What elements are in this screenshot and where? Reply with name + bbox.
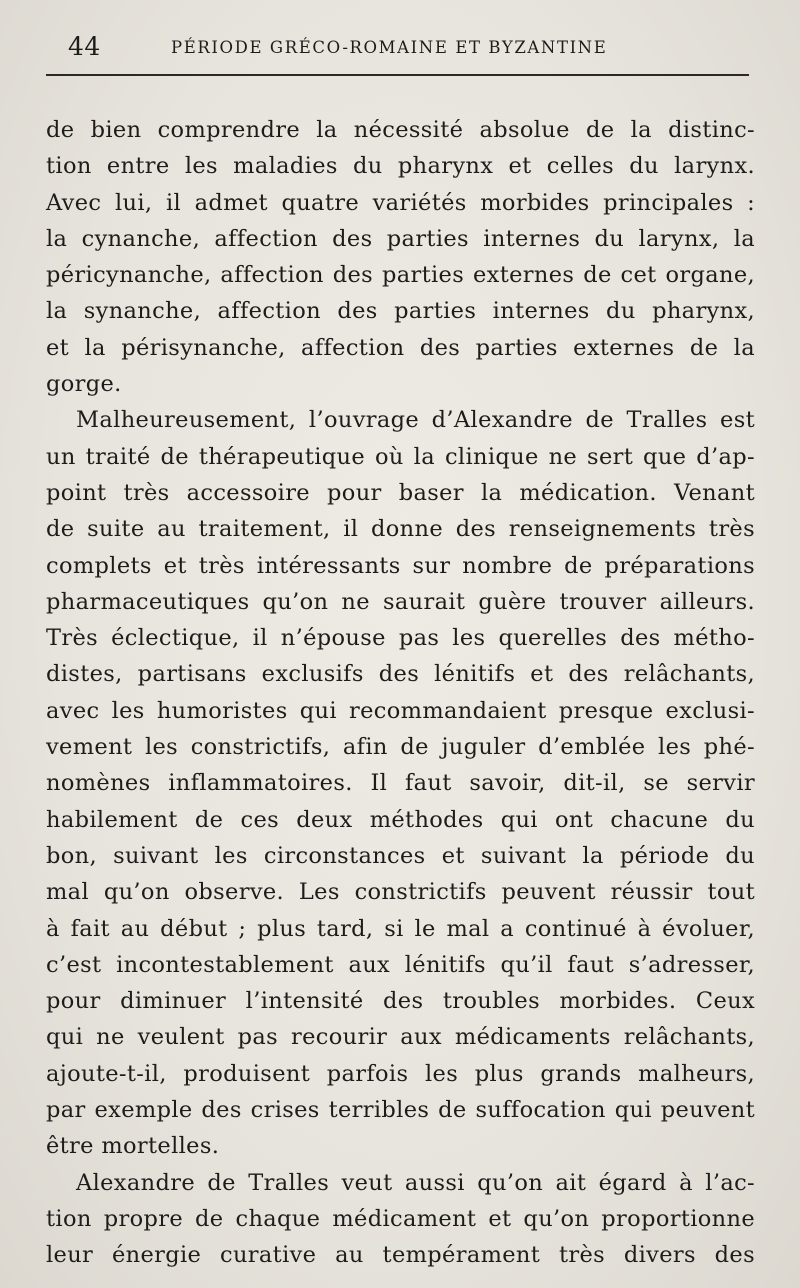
text-line: la synanche, affection des parties internes du pharynx, (46, 298, 755, 325)
text-line: distes, partisans exclusifs des lénitifs et des relâchants, (46, 661, 755, 688)
text-line: mal qu’on observe. Les constrictifs peuvent réussir tout (46, 879, 755, 906)
text-line: nomènes inflammatoires. Il faut savoir, dit-il, se servir (46, 770, 755, 797)
running-title: PÉRIODE GRÉCO-ROMAINE ET BYZANTINE (171, 38, 608, 57)
text-line: leur énergie curative au tempérament très divers des (46, 1242, 755, 1269)
text-line: complets et très intéressants sur nombre de préparations (46, 552, 755, 579)
text-line: par exemple des crises terribles de suffocation qui peuvent (46, 1097, 755, 1124)
text-line: un traité de thérapeutique où la clinique ne sert que d’ap- (46, 443, 755, 470)
text-line: avec les humoristes qui recommandaient presque exclusi- (46, 697, 755, 724)
text-line: péricynanche, affection des parties externes de cet organe, (46, 262, 755, 289)
text-line: qui ne veulent pas recourir aux médicaments relâchants, (46, 1024, 755, 1051)
header-rule (46, 74, 749, 76)
text-line: pharmaceutiques qu’on ne saurait guère trouver ailleurs. (46, 588, 755, 615)
text-line: de suite au traitement, il donne des renseignements très (46, 516, 755, 543)
text-line: c’est incontestablement aux lénitifs qu’il faut s’adresser, (46, 951, 755, 978)
text-line: à fait au début ; plus tard, si le mal a continué à évoluer, (46, 915, 755, 942)
text-line: être mortelles. (46, 1133, 220, 1160)
text-line: bon, suivant les circonstances et suivant la période du (46, 842, 755, 869)
text-line: tion entre les maladies du pharynx et celles du larynx. (46, 153, 755, 180)
text-line: vement les constrictifs, afin de juguler d’emblée les phé- (46, 734, 755, 761)
text-line: la cynanche, affection des parties internes du larynx, la (46, 225, 755, 252)
text-line: pour diminuer l’intensité des troubles morbides. Ceux (46, 988, 755, 1015)
text-line: Alexandre de Tralles veut aussi qu’on ait égard à l’ac- (76, 1169, 755, 1196)
text-line: ajoute-t-il, produisent parfois les plus grands malheurs, (46, 1060, 755, 1087)
page-number: 44 (68, 32, 101, 61)
text-line: Très éclectique, il n’épouse pas les querelles des métho- (46, 625, 755, 652)
text-line: Avec lui, il admet quatre variétés morbides principales : (46, 189, 755, 216)
text-line: habilement de ces deux méthodes qui ont chacune du (46, 806, 755, 833)
text-line: Malheureusement, l’ouvrage d’Alexandre de Tralles est (76, 407, 755, 434)
text-line: gorge. (46, 371, 122, 398)
text-line: point très accessoire pour baser la médication. Venant (46, 479, 755, 506)
page-header (46, 32, 750, 64)
text-line: de bien comprendre la nécessité absolue de la distinc- (46, 117, 755, 143)
text-line: et la périsynanche, affection des parties externes de la (46, 334, 755, 361)
text-line: tion propre de chaque médicament et qu’on proportionne (46, 1205, 755, 1232)
body-text (46, 112, 755, 1274)
